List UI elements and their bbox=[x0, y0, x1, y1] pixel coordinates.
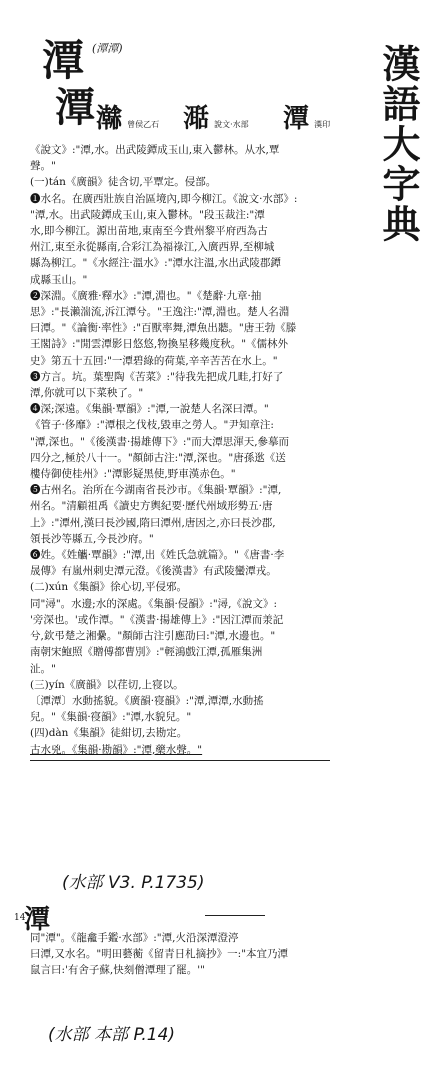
seal-form-1 bbox=[96, 104, 159, 134]
dictionary-title: 漢語大字典 bbox=[376, 44, 421, 244]
seal-glyph: 𣽅 bbox=[183, 104, 210, 134]
seal-glyph: 潭 bbox=[283, 104, 310, 134]
sense-line: ❷深淵。《廣雅·釋水》:"潭,淵也。"《楚辭·九章·抽 bbox=[30, 289, 262, 302]
sense-line: ❸方言。坑。葉聖陶《苦菜》:"待我先把成几畦,打好了 bbox=[30, 370, 284, 383]
handwritten-reference-note: (水部 V3. P.1735) bbox=[62, 873, 205, 893]
seal-caption: 漢印 bbox=[314, 120, 331, 129]
text-line: 上》:"潭州,漢曰長沙國,隋曰潭州,唐因之,亦曰長沙郡, bbox=[30, 516, 276, 529]
text-line: 《管子·侈靡》:"潭根之伐枝,毀車之勞人。"尹知章注: bbox=[30, 419, 274, 432]
text-line: 水,即今柳江。源出苗地,東南至今貴州黎平府西為古 bbox=[30, 225, 268, 238]
text-line: 州名。"清顧祖禹《讀史方輿紀要·歷代州域形勢五·唐 bbox=[30, 500, 273, 513]
text-line: "潭,深也。"《後漢書·揚雄傳下》:"而大潭思渾天,參摹而 bbox=[30, 435, 290, 448]
reading-heading: (三)yín《廣韻》以荏切,上寑以。 bbox=[30, 678, 184, 691]
sense-line: ❺古州名。治所在今湖南省長沙市。《集韻·覃韻》:"潭, bbox=[30, 484, 282, 497]
entry-head-character: 潭 bbox=[24, 905, 51, 935]
text-line: 南朝宋鮑照《贈傅都曹別》:"輕鴻戲江潭,孤雁集洲 bbox=[30, 646, 263, 659]
handwritten-reference-note-2: (水部 本部 P.14) bbox=[48, 1025, 176, 1045]
text-line: 《說文》:"潭,水。出武陵鐔成玉山,東入鬱林。从水,覃 bbox=[30, 144, 280, 156]
short-divider bbox=[205, 915, 265, 916]
sense-line: ❻姓。《姓觿·覃韻》:"潭,出《姓氏急就篇》。"《唐書·李 bbox=[30, 549, 285, 562]
text-line: 曰潭。"《論衡·率性》:"百獸率舞,潭魚出聽。"唐王勃《滕 bbox=[30, 322, 297, 335]
text-line: 成縣玉山。" bbox=[30, 273, 88, 286]
headword-annotation: (潭潭) bbox=[92, 42, 123, 55]
text-line: 樓侍御使桂州》:"潭影疑黑使,野車漢赤色。" bbox=[30, 468, 236, 481]
text-line: 王閣詩》:"閒雲潭影日悠悠,物換星移幾度秋。"《儒林外 bbox=[30, 338, 289, 351]
text-line: 同"潯"。水邊;水的深處。《集韻·侵韻》:"潯,《說文》: bbox=[30, 597, 278, 610]
seal-caption: 說文·水部 bbox=[214, 120, 249, 129]
reading-heading: (二)xún《集韻》徐心切,平侵邪。 bbox=[30, 581, 187, 594]
text-line: 縣為柳江。"《水經注·溫水》:"潭水注溫,水出武陵郡鐔 bbox=[30, 257, 281, 270]
text-line: 晟傳》有嵐州刺史潭元澄。《後漢書》有武陵蠻潭戎。 bbox=[30, 565, 277, 578]
text-line: 思》:"長瀨湍流,泝江潭兮。"王逸注:"潭,淵也。楚人名淵 bbox=[30, 306, 290, 319]
ancient-form-character: 潭 bbox=[55, 84, 95, 131]
text-line: 史》第五十五回:"一潭碧綠的荷葉,辛辛苦苦在水上。" bbox=[30, 354, 278, 367]
text-line: 曰潭,又水名。"明田藝蘅《留青日札摘抄》一:"本宜乃潭 bbox=[30, 948, 289, 961]
text-line: 兮,欽弔楚之湘纍。"顏師古注引應劭曰:"潭,水邊也。" bbox=[30, 630, 276, 643]
text-line: 領長沙等縣五,今長沙府。" bbox=[30, 532, 154, 545]
text-line: 古水兇。《集韻·勘韻》:"潭,藥水聲。" bbox=[30, 743, 203, 756]
text-line: 聲。" bbox=[30, 160, 56, 173]
headword-character: 潭 bbox=[42, 36, 83, 85]
seal-form-2 bbox=[183, 104, 249, 134]
text-line: 鼠言曰:'有舍子蘇,快刻僧潭理了罷。'" bbox=[30, 964, 205, 977]
seal-caption: 曾侯乙石 bbox=[127, 120, 160, 129]
reading-heading: (四)dàn《集韻》徒紺切,去勘定。 bbox=[30, 727, 188, 740]
text-line: 四分之,極於八十一。"顏師古注:"潭,深也。"唐孫逖《送 bbox=[30, 451, 286, 464]
text-line: "潭,水。出武陵鐔成玉山,東入鬱林。"段玉裁注:"潭 bbox=[30, 208, 265, 221]
sense-line: ❹深;深遠。《集韻·覃韻》:"潭,一說楚人名深曰潭。" bbox=[30, 403, 269, 416]
reading-heading: (一)tán《廣韻》徒含切,平覃定。侵部。 bbox=[30, 176, 217, 189]
seal-glyph: 𤃬 bbox=[96, 104, 123, 134]
sense-line: ❶水名。在廣西壯族自治區境內,即今柳江。《說文·水部》: bbox=[30, 192, 298, 205]
text-line: 潭,你就可以下菜秧了。" bbox=[30, 387, 144, 400]
second-entry-body bbox=[30, 930, 368, 979]
text-line: '旁深也。'或作潭。"《漢書·揚雄傳上》:"因江潭而𣴎記 bbox=[30, 613, 284, 626]
section-divider bbox=[30, 760, 330, 761]
seal-form-3 bbox=[283, 104, 330, 134]
text-line: 同"潭"。《龍龕手鑑·水部》:"潭,火沿深潭澄渟 bbox=[30, 932, 239, 944]
text-line: 〔潭潭〕水動搖貌。《廣韻·寑韻》:"潭,潭潭,水動搖 bbox=[30, 694, 264, 707]
entry-number: 14 bbox=[14, 913, 26, 923]
text-line: 沚。" bbox=[30, 662, 56, 675]
text-line: 州江,東至永從縣南,合彩江為福祿江,入廣西界,至柳城 bbox=[30, 241, 275, 254]
definition-body bbox=[30, 142, 368, 758]
text-line: 兒。"《集韻·寑韻》:"潭,水貌兒。" bbox=[30, 711, 192, 724]
